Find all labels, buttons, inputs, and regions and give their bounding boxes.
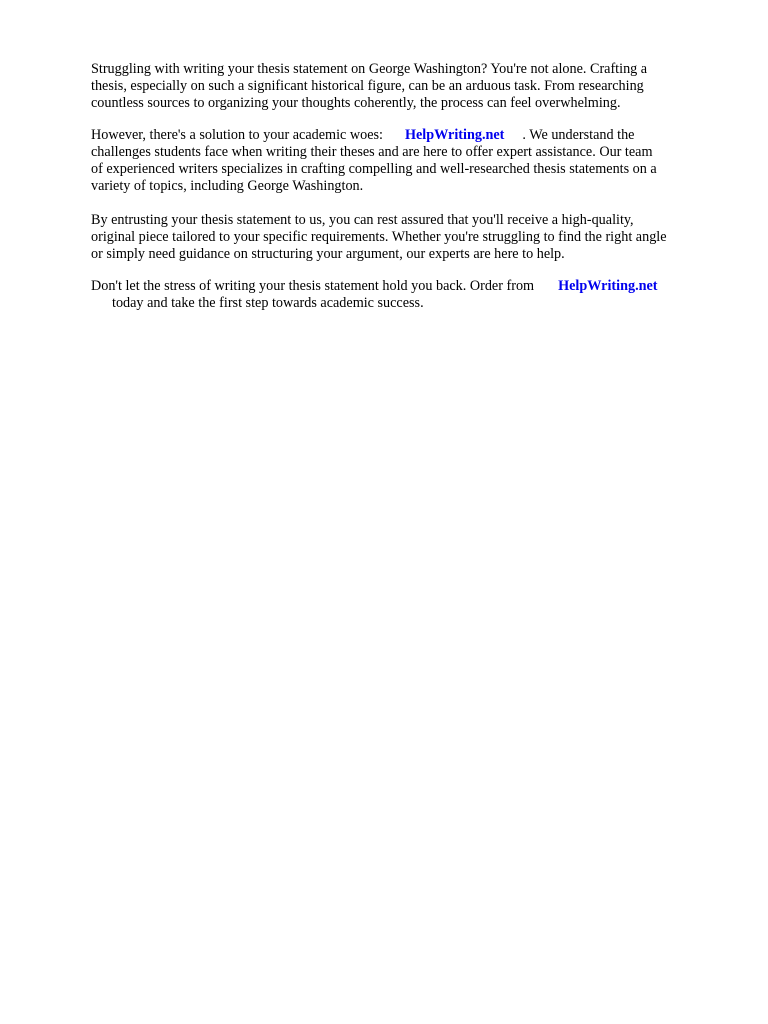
paragraph-call-to-action <box>91 278 658 312</box>
text-line: countless sources to organizing your thoughts coherently, the process can feel overwhelming. <box>91 95 621 111</box>
text-line: variety of topics, including George Washington. <box>91 178 364 194</box>
paragraph-assurance <box>91 212 667 263</box>
text-line: of experienced writers specializes in crafting compelling and well-researched thesis statements on a <box>91 161 657 177</box>
text-line: thesis, especially on such a significant historical figure, can be an arduous task. From researching <box>91 78 644 94</box>
text-segment: Don't let the stress of writing your thesis statement hold you back. Order from <box>91 278 535 294</box>
text-line: Struggling with writing your thesis statement on George Washington? You're not alone. Crafting a <box>91 61 648 77</box>
text-line: or simply need guidance on structuring your argument, our experts are here to help. <box>91 246 565 262</box>
text-line: today and take the first step towards academic success. <box>112 295 424 311</box>
text-line <box>91 278 658 295</box>
paragraph-solution <box>91 127 657 195</box>
text-line: By entrusting your thesis statement to us, you can rest assured that you'll receive a high-quality, <box>91 212 634 228</box>
text-line: challenges students face when writing their theses and are here to offer expert assistance. Our team <box>91 144 653 160</box>
text-line <box>91 127 657 144</box>
text-line: original piece tailored to your specific requirements. Whether you're struggling to find the right angle <box>91 229 667 245</box>
helpwriting-link[interactable]: HelpWriting.net <box>558 278 658 294</box>
paragraph-intro <box>91 61 647 112</box>
text-segment: However, there's a solution to your academic woes: <box>91 127 383 143</box>
helpwriting-link[interactable]: HelpWriting.net <box>404 127 505 143</box>
text-segment: . We understand the <box>522 127 635 143</box>
